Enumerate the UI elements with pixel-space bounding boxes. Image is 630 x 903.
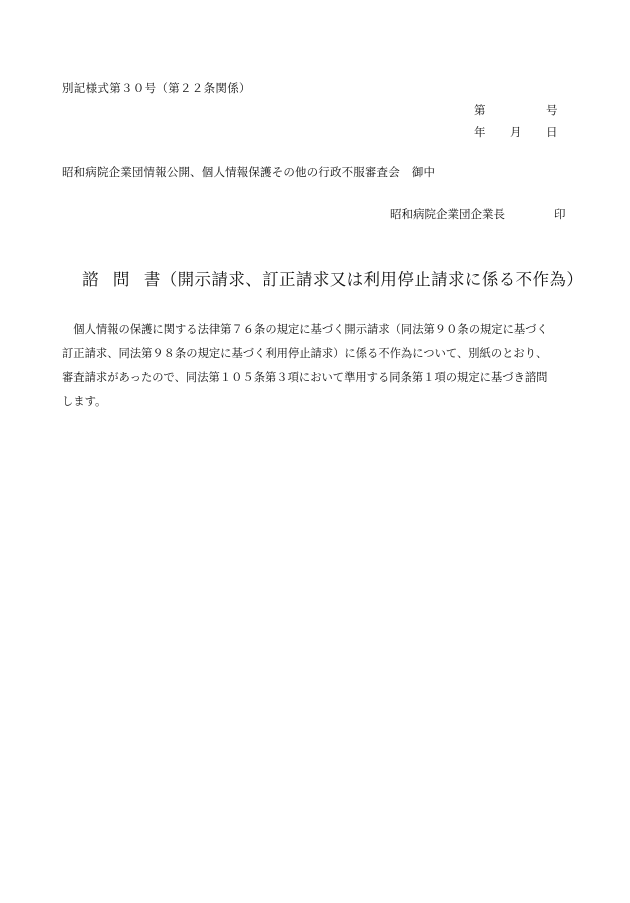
addressee-honorific: 御中 <box>411 165 436 179</box>
addressee-name: 昭和病院企業団情報公開、個人情報保護その他の行政不服審査会 <box>62 165 400 179</box>
title-char-2: 問 <box>112 270 130 289</box>
title-char-3: 書 <box>143 270 161 289</box>
number-suffix: 号 <box>546 103 558 117</box>
body-line: 個人情報の保護に関する法律第７６条の規定に基づく開示請求（同法第９０条の規定に基づく <box>62 323 548 336</box>
body-line: 審査請求があったので、同法第１０５条第３項において準用する同条第１項の規定に基づき諮問 <box>62 371 548 384</box>
addressee <box>62 164 435 180</box>
body-line: 訂正請求、同法第９８条の規定に基づく利用停止請求）に係る不作為について、別紙のとおり、 <box>62 347 548 360</box>
date-day: 日 <box>546 125 558 139</box>
number-prefix: 第 <box>474 103 486 117</box>
form-number-label: 別記様式第３０号（第２２条関係） <box>62 81 251 95</box>
sender-name: 昭和病院企業団企業長 <box>390 207 505 221</box>
title-char-1: 諮 <box>82 270 99 289</box>
date-year: 年 <box>474 125 486 139</box>
document-title <box>82 266 583 290</box>
body-paragraph <box>62 318 570 414</box>
title-subtitle: （開示請求、訂正請求又は利用停止請求に係る不作為） <box>160 270 584 289</box>
body-line: します。 <box>62 395 107 408</box>
seal-mark: 印 <box>554 207 566 221</box>
date-month: 月 <box>510 125 522 139</box>
sender <box>390 206 570 222</box>
